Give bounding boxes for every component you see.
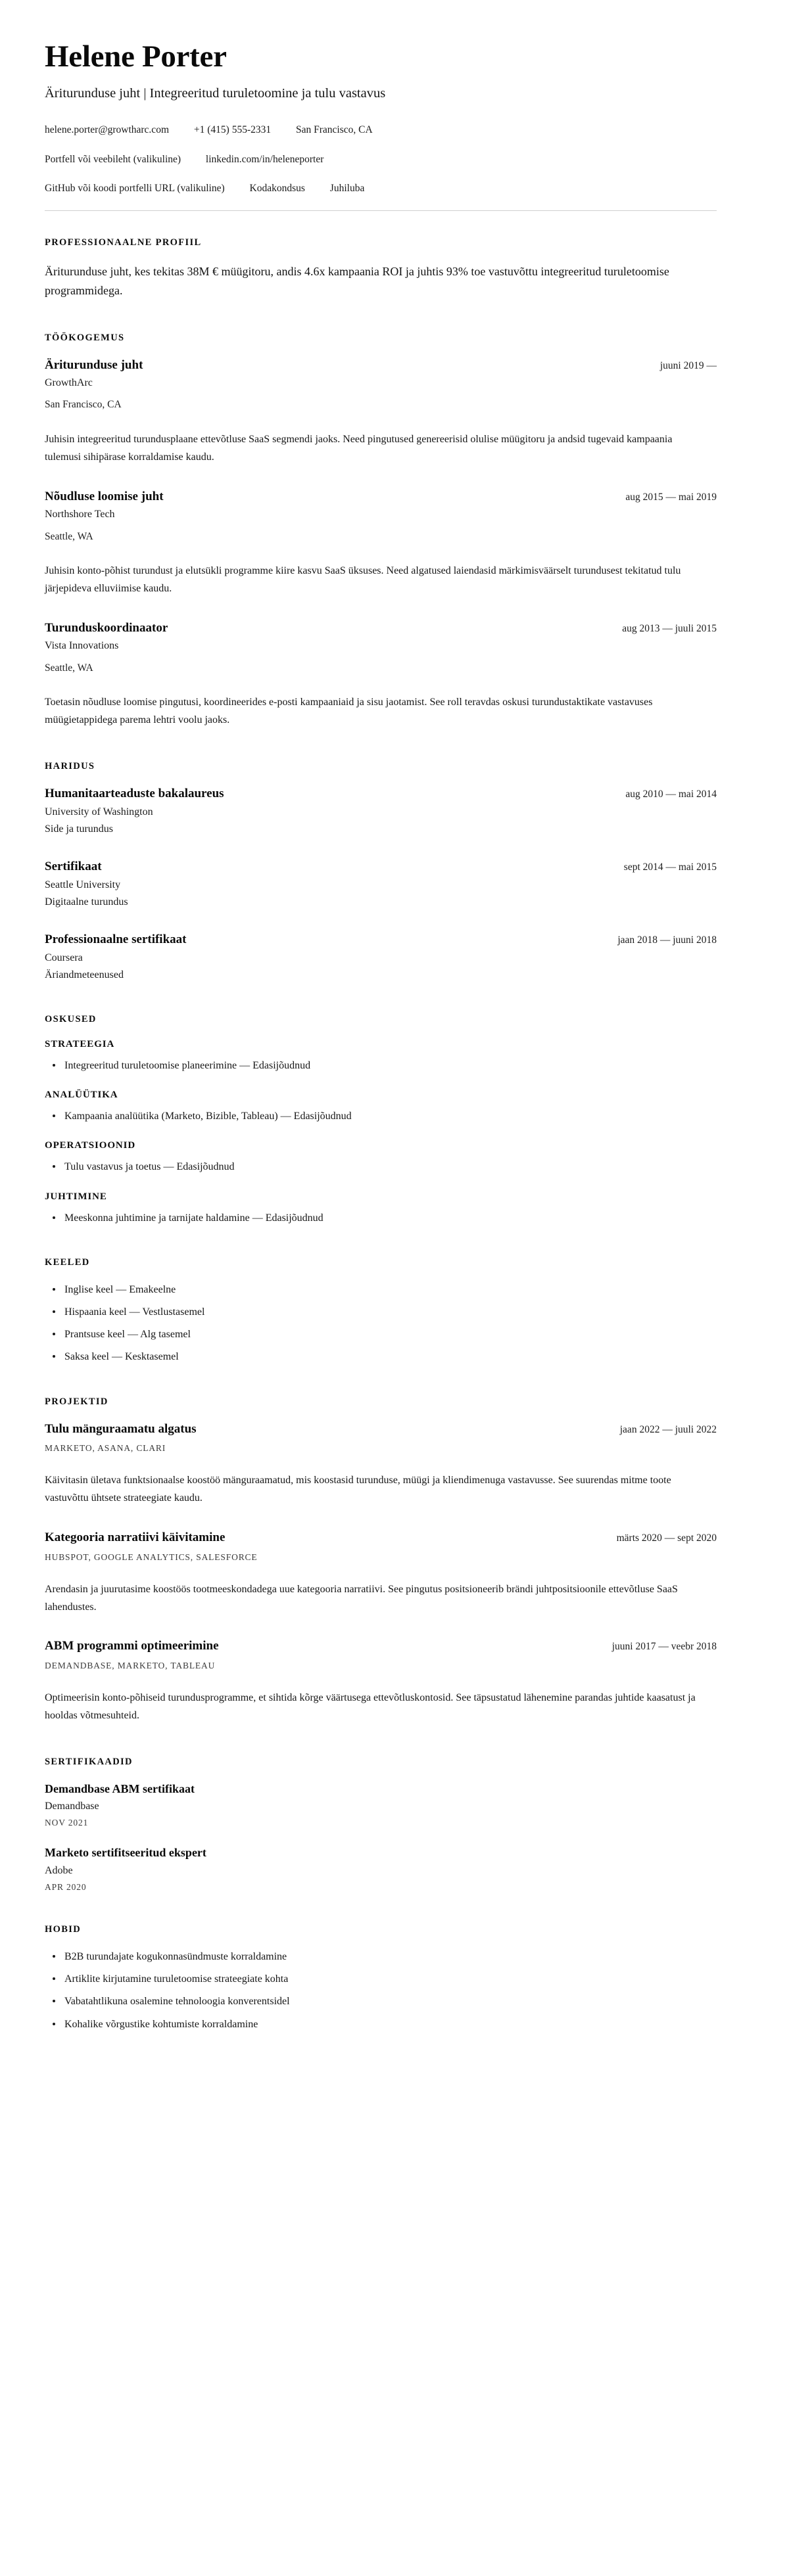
skill-list	[45, 1210, 717, 1226]
skill-group-name: OPERATSIOONID	[45, 1140, 136, 1151]
education-school: Coursera	[45, 952, 83, 963]
skill-item: Integreeritud turuletoomise planeerimine — Edasijõudnud	[45, 1058, 717, 1073]
education-entry	[45, 932, 717, 982]
education-entry-head	[45, 932, 717, 948]
skill-item: Tulu vastavus ja toetus — Edasijõudnud	[45, 1159, 717, 1174]
hobby-item: Artiklite kirjutamine turuletoomise strateegiate kohta	[45, 1971, 717, 1987]
project-entry-head	[45, 1638, 717, 1655]
project-tools: HUBSPOT, GOOGLE ANALYTICS, SALESFORCE	[45, 1552, 258, 1562]
education-degree: Sertifikaat	[45, 859, 102, 873]
section-experience	[45, 333, 717, 729]
experience-company: Northshore Tech	[45, 509, 115, 520]
section-title-languages: KEELED	[45, 1256, 90, 1268]
contact-row-links	[45, 152, 717, 167]
experience-role: Äriturunduse juht	[45, 357, 143, 372]
experience-entry-head	[45, 357, 717, 374]
certification-date: APR 2020	[45, 1881, 87, 1892]
education-field: Äriandmeteenused	[45, 969, 124, 980]
education-degree: Professionaalne sertifikaat	[45, 932, 187, 946]
section-summary	[45, 237, 717, 300]
experience-location: Seattle, WA	[45, 530, 93, 542]
project-description: Käivitasin ületava funktsionaalse koostöö mänguraamatud, mis koostasid turunduse, müügi ja kliendimenuga vastavusse. See suurendas mitme toote vastuvõttu ühtsete strateegiate kaudu.	[45, 1475, 671, 1504]
experience-company: Vista Innovations	[45, 640, 119, 652]
candidate-headline: Äriturunduse juht | Integreeritud turuletoomine ja tulu vastavus	[45, 85, 386, 101]
section-title-summary: PROFESSIONAALNE PROFIIL	[45, 237, 202, 248]
contact-citizenship: Kodakondsus	[249, 182, 305, 194]
experience-entry-head	[45, 620, 717, 637]
project-date: juuni 2017 — veebr 2018	[611, 1641, 717, 1653]
experience-entry	[45, 357, 717, 467]
certification-entry	[45, 1782, 717, 1829]
skill-item: Meeskonna juhtimine ja tarnijate haldamine — Edasijõudnud	[45, 1210, 717, 1226]
project-date: märts 2020 — sept 2020	[616, 1532, 717, 1544]
skill-list	[45, 1109, 717, 1124]
skill-list	[45, 1058, 717, 1073]
contact-drivers-license: Juhiluba	[329, 182, 365, 194]
certification-entry	[45, 1845, 717, 1893]
contact-phone[interactable]: +1 (415) 555-2331	[193, 124, 272, 136]
section-title-hobbies: HOBID	[45, 1923, 82, 1935]
section-title-education: HARIDUS	[45, 760, 95, 771]
skill-list	[45, 1159, 717, 1174]
language-item: Hispaania keel — Vestlustasemel	[45, 1304, 717, 1320]
candidate-name: Helene Porter	[45, 39, 227, 74]
section-title-certifications: SERTIFIKAADID	[45, 1756, 133, 1767]
education-field: Side ja turundus	[45, 823, 113, 835]
education-entry	[45, 859, 717, 909]
skill-group	[45, 1090, 717, 1124]
education-date: aug 2010 — mai 2014	[625, 788, 717, 800]
project-name: Tulu mänguraamatu algatus	[45, 1421, 197, 1436]
experience-role: Turunduskoordinaator	[45, 620, 168, 635]
experience-location: San Francisco, CA	[45, 399, 122, 411]
project-tools: DEMANDBASE, MARKETO, TABLEAU	[45, 1661, 216, 1671]
section-hobbies	[45, 1924, 717, 2032]
contact-location: San Francisco, CA	[295, 124, 373, 136]
project-entry	[45, 1421, 717, 1507]
project-date: jaan 2022 — juuli 2022	[619, 1423, 717, 1435]
contact-github[interactable]: GitHub või koodi portfelli URL (valikuline)	[45, 182, 225, 194]
contact-email[interactable]: helene.porter@growtharc.com	[45, 124, 169, 136]
experience-entry	[45, 489, 717, 598]
education-entry-head	[45, 859, 717, 875]
education-entry-head	[45, 786, 717, 802]
education-field: Digitaalne turundus	[45, 896, 128, 908]
section-title-experience: TÖÖKOGEMUS	[45, 332, 125, 343]
header-divider	[45, 210, 717, 211]
hobby-list	[45, 1949, 717, 2032]
skill-group-name: STRATEEGIA	[45, 1039, 115, 1050]
certification-issuer: Demandbase	[45, 1801, 99, 1812]
experience-date: aug 2015 — mai 2019	[625, 491, 717, 503]
project-entry	[45, 1530, 717, 1616]
experience-date: aug 2013 — juuli 2015	[622, 622, 717, 634]
project-name: ABM programmi optimeerimine	[45, 1639, 219, 1653]
experience-entry-head	[45, 489, 717, 505]
certification-name: Demandbase ABM sertifikaat	[45, 1782, 195, 1795]
education-school: University of Washington	[45, 806, 153, 817]
section-title-skills: OSKUSED	[45, 1014, 97, 1025]
skill-item: Kampaania analüütika (Marketo, Bizible, Tableau) — Edasijõudnud	[45, 1109, 717, 1124]
section-certifications	[45, 1757, 717, 1893]
project-entry	[45, 1638, 717, 1724]
experience-location: Seattle, WA	[45, 662, 93, 674]
language-list	[45, 1282, 717, 1365]
skill-group	[45, 1039, 717, 1073]
section-education	[45, 761, 717, 982]
experience-role: Nõudluse loomise juht	[45, 489, 164, 503]
hobby-item: Kohalike võrgustike kohtumiste korraldamine	[45, 2017, 717, 2032]
hobby-item: Vabatahtlikuna osalemine tehnoloogia konverentsidel	[45, 1994, 717, 2009]
certification-date: NOV 2021	[45, 1818, 89, 1828]
skill-group-name: ANALÜÜTIKA	[45, 1090, 118, 1101]
language-item: Saksa keel — Kesktasemel	[45, 1349, 717, 1364]
contact-row-extra	[45, 181, 717, 196]
education-date: sept 2014 — mai 2015	[623, 861, 717, 873]
education-degree: Humanitaarteaduste bakalaureus	[45, 786, 224, 800]
skill-group	[45, 1140, 717, 1174]
experience-date: juuni 2019 —	[659, 359, 717, 371]
project-entry-head	[45, 1530, 717, 1546]
summary-text: Äriturunduse juht, kes tekitas 38M € müügitoru, andis 4.6x kampaania ROI ja juhtis 93% toe vastuvõttu integreeritud turuletoomise programmidega.	[45, 265, 669, 298]
experience-description: Toetasin nõudluse loomise pingutusi, koordineerides e-posti kampaaniaid ja sisu jaotamist. See roll teravdas oskusi turundustaktikate vastavuses müügietappidega parema lehtri voolu jaoks.	[45, 697, 653, 725]
education-school: Seattle University	[45, 879, 121, 890]
language-item: Inglise keel — Emakeelne	[45, 1282, 717, 1297]
project-tools: MARKETO, ASANA, CLARI	[45, 1443, 166, 1454]
project-name: Kategooria narratiivi käivitamine	[45, 1530, 226, 1544]
education-entry	[45, 786, 717, 837]
experience-company: GrowthArc	[45, 377, 93, 389]
project-description: Arendasin ja juurutasime koostöös tootmeeskondadega uue kategooria narratiivi. See pingutus positsioneerib brändi juhtpositsioonile ettevõtluse SaaS lahendustes.	[45, 1583, 678, 1613]
section-projects	[45, 1396, 717, 1725]
project-entry-head	[45, 1421, 717, 1438]
section-languages	[45, 1257, 717, 1365]
project-description: Optimeerisin konto-põhiseid turundusprogramme, et sihtida kõrge väärtusega ettevõtluskontosid. See täpsustatud lähenemine parandas juhtide kaasatust ja hooldas võtmesuhteid.	[45, 1692, 696, 1721]
experience-entry	[45, 620, 717, 729]
language-item: Prantsuse keel — Alg tasemel	[45, 1327, 717, 1342]
contact-portfolio[interactable]: Portfell või veebileht (valikuline)	[45, 153, 181, 165]
education-date: jaan 2018 — juuni 2018	[617, 934, 717, 946]
skill-group-name: JUHTIMINE	[45, 1191, 107, 1202]
resume-header	[45, 41, 717, 196]
experience-description: Juhisin integreeritud turundusplaane ettevõtluse SaaS segmendi jaoks. Need pingutused genereerisid olulise müügitoru ja andsid tugevaid kampaania tulemusi sihipärase korraldamise kaudu.	[45, 433, 673, 463]
experience-description: Juhisin konto-põhist turundust ja elutsükli programme kiire kasvu SaaS üksuses. Need algatused laiendasid märkimisväärselt turundusest tekitatud tulu järjepideva elluviimise kaudu.	[45, 564, 681, 594]
section-title-projects: PROJEKTID	[45, 1396, 108, 1407]
skill-group	[45, 1191, 717, 1226]
section-skills	[45, 1014, 717, 1226]
certification-issuer: Adobe	[45, 1864, 73, 1876]
hobby-item: B2B turundajate kogukonnasündmuste korraldamine	[45, 1949, 717, 1964]
contact-linkedin[interactable]: linkedin.com/in/heleneporter	[205, 153, 324, 165]
contact-row-primary	[45, 122, 717, 137]
certification-name: Marketo sertifitseeritud ekspert	[45, 1846, 206, 1860]
